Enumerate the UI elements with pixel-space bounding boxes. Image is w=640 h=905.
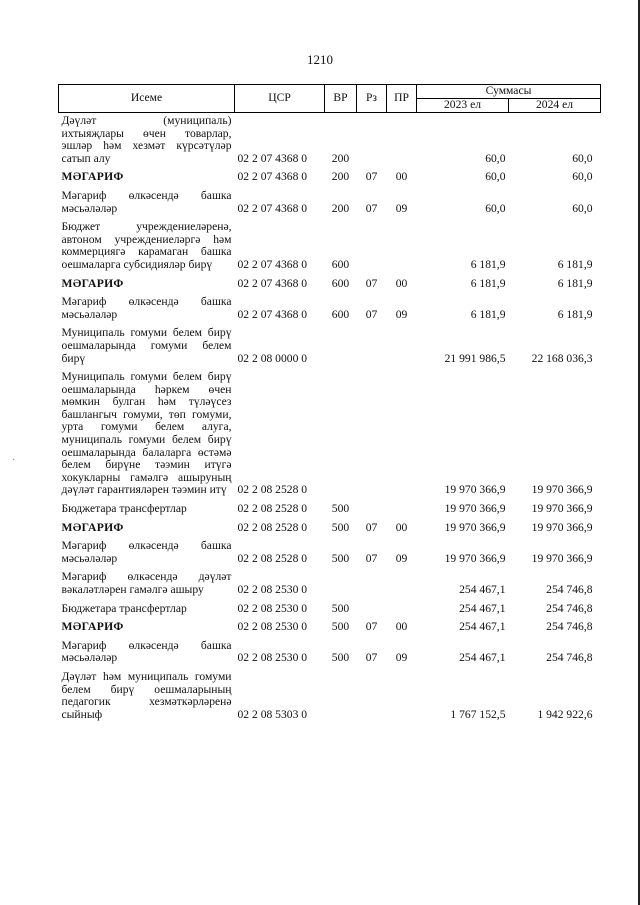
row-rz (357, 669, 387, 725)
row-rz: 07 (365, 201, 378, 215)
row-amount-2024: 60,0 (572, 170, 593, 184)
row-amount-2023: 6 181,9 (470, 276, 506, 290)
row-amount-2023: 19 970 366,9 (444, 551, 506, 565)
row-rz: 07 (365, 551, 378, 565)
row-pr (387, 669, 417, 725)
row-csr-code: 02 2 08 0000 0 (237, 351, 308, 365)
row-rz (357, 369, 387, 501)
table-row (59, 638, 601, 669)
row-amount-2024: 1 942 922,6 (537, 707, 593, 721)
table-row (59, 538, 601, 569)
row-vr: 500 (331, 601, 350, 615)
row-vr (325, 369, 357, 501)
row-amount-2024: 60,0 (572, 151, 593, 165)
row-name: Мәгариф өлкәсендә башка мәсьәләләр (61, 295, 232, 321)
row-amount-2023: 254 467,1 (459, 620, 506, 634)
row-rz (357, 113, 387, 170)
row-rz: 07 (365, 307, 378, 321)
row-pr (387, 601, 417, 620)
row-amount-2023: 21 991 986,5 (444, 351, 506, 365)
row-rz (357, 601, 387, 620)
page-number: 1210 (307, 52, 333, 67)
table-header (59, 85, 601, 113)
row-amount-2024: 254 746,8 (546, 620, 593, 634)
table-row (59, 188, 601, 219)
row-vr: 600 (331, 257, 350, 271)
row-pr (387, 501, 417, 520)
row-amount-2024: 19 970 366,9 (531, 502, 593, 516)
row-name: Дәүләт һәм муниципаль гомуми белем бирү оешмаларының педагогик хезмәткәрләренә сыйныф (61, 669, 232, 721)
row-vr (325, 325, 357, 369)
row-csr-code: 02 2 08 5303 0 (237, 707, 308, 721)
row-amount-2023: 6 181,9 (470, 307, 506, 321)
row-pr: 09 (395, 201, 408, 215)
table-row (59, 501, 601, 520)
table-body (59, 113, 601, 726)
table-row (59, 169, 601, 188)
row-amount-2023: 254 467,1 (459, 601, 506, 615)
row-csr-code: 02 2 08 2530 0 (237, 583, 308, 596)
row-name: МӘГАРИФ (61, 276, 124, 290)
row-pr: 00 (395, 276, 408, 290)
row-amount-2024: 6 181,9 (557, 276, 593, 290)
row-vr (325, 669, 357, 725)
margin-mark: · (12, 455, 16, 466)
row-csr-code: 02 2 07 4368 0 (237, 201, 308, 215)
row-name: Муниципаль гомуми белем бирү оешмаларында һәркем өчен мөмкин булган һәм түләүсез башлангыч гомуми, төп гомуми, урта гомуми белем алуга, муниципаль гомуми белем бирү оешмаларында балаларга өстәмә белем бирүне тәэмин итүгә хокукларны гамәлгә ашыруның дәүләт гарантияләрен тәэмин итү (61, 370, 232, 497)
row-name: Мәгариф өлкәсендә башка мәсьәләләр (61, 638, 232, 665)
row-rz: 07 (365, 276, 378, 290)
row-pr: 09 (395, 651, 408, 665)
row-rz: 07 (365, 520, 378, 534)
row-amount-2024: 254 746,8 (546, 583, 593, 596)
row-pr: 09 (395, 307, 408, 321)
row-amount-2023: 60,0 (485, 170, 506, 184)
row-pr: 00 (395, 170, 408, 184)
row-pr (387, 113, 417, 170)
row-rz (357, 219, 387, 275)
row-amount-2023: 60,0 (485, 151, 506, 165)
row-pr (387, 325, 417, 369)
row-amount-2024: 6 181,9 (557, 257, 593, 271)
header-pr: ПР (387, 85, 417, 113)
row-amount-2023: 6 181,9 (470, 257, 506, 271)
row-vr: 200 (331, 170, 350, 184)
row-name: МӘГАРИФ (61, 520, 124, 534)
table-row (59, 294, 601, 325)
budget-table (58, 84, 601, 725)
row-amount-2024: 19 970 366,9 (531, 520, 593, 534)
row-pr: 00 (395, 520, 408, 534)
row-rz (357, 569, 387, 600)
row-csr-code: 02 2 07 4368 0 (237, 170, 308, 184)
row-name: Муниципаль гомуми белем бирү оешмаларында гомуми белем бирү (61, 326, 232, 365)
row-amount-2024: 6 181,9 (557, 307, 593, 321)
row-csr-code: 02 2 08 2530 0 (237, 651, 308, 665)
row-name: Бюджет учреждениеләренә, автоном учреждениеләргә һәм коммерциягә карамаган башка оешмаларга субсидияләр бирү (61, 220, 232, 271)
row-name: МӘГАРИФ (61, 170, 124, 184)
row-name: Мәгариф өлкәсендә башка мәсьәләләр (61, 188, 232, 215)
header-year-2023: 2023 ел (417, 99, 509, 113)
header-csr: ЦСР (235, 85, 325, 113)
row-rz: 07 (365, 620, 378, 634)
table-row (59, 325, 601, 369)
row-amount-2023: 19 970 366,9 (444, 520, 506, 534)
row-vr: 500 (331, 651, 350, 665)
row-name: Мәгариф өлкәсендә башка мәсьәләләр (61, 539, 232, 565)
header-rz: Рз (357, 85, 387, 113)
header-year-2024: 2024 ел (509, 99, 601, 113)
table-row (59, 369, 601, 501)
row-name: Бюджетара трансфертлар (61, 502, 187, 516)
row-amount-2024: 254 746,8 (546, 601, 593, 615)
table-row (59, 113, 601, 170)
header-name: Исеме (59, 85, 235, 113)
header-sums: Суммасы (417, 85, 601, 99)
row-csr-code: 02 2 08 2528 0 (237, 483, 308, 497)
row-rz (357, 325, 387, 369)
table-row (59, 219, 601, 275)
row-csr-code: 02 2 08 2528 0 (237, 520, 308, 534)
row-pr (387, 219, 417, 275)
row-amount-2023: 1 767 152,5 (450, 707, 506, 721)
row-pr: 09 (395, 551, 408, 565)
row-csr-code: 02 2 08 2530 0 (237, 601, 308, 615)
row-amount-2024: 19 970 366,9 (531, 551, 593, 565)
row-amount-2024: 22 168 036,3 (531, 351, 593, 365)
row-pr (387, 369, 417, 501)
row-pr (387, 569, 417, 600)
row-amount-2023: 19 970 366,9 (444, 502, 506, 516)
row-amount-2023: 254 467,1 (459, 651, 506, 665)
row-amount-2023: 254 467,1 (459, 583, 506, 596)
row-amount-2024: 19 970 366,9 (531, 483, 593, 497)
table-row (59, 276, 601, 295)
row-csr-code: 02 2 07 4368 0 (237, 257, 308, 271)
table-row (59, 601, 601, 620)
row-amount-2024: 60,0 (572, 201, 593, 215)
table-row (59, 520, 601, 539)
row-csr-code: 02 2 08 2528 0 (237, 551, 308, 565)
row-vr: 500 (331, 502, 350, 516)
row-vr: 200 (331, 151, 350, 165)
row-vr: 600 (331, 307, 350, 321)
row-name: Мәгариф өлкәсендә дәүләт вәкаләтләрен гамәлгә ашыру (61, 570, 232, 596)
row-name: Бюджетара трансфертлар (61, 601, 187, 615)
row-csr-code: 02 2 07 4368 0 (237, 276, 308, 290)
row-vr: 200 (331, 201, 350, 215)
row-name: Дәүләт (муниципаль) ихтыяҗлары өчен товарлар, эшләр һәм хезмәт күрсәтүләр сатып алу (61, 114, 232, 165)
row-rz: 07 (365, 651, 378, 665)
row-csr-code: 02 2 08 2530 0 (237, 620, 308, 634)
row-vr: 500 (331, 551, 350, 565)
row-vr (325, 569, 357, 600)
row-vr: 500 (331, 520, 350, 534)
row-csr-code: 02 2 07 4368 0 (237, 307, 308, 321)
row-rz: 07 (365, 170, 378, 184)
header-vr: ВР (325, 85, 357, 113)
row-amount-2023: 60,0 (485, 201, 506, 215)
table-row (59, 569, 601, 600)
row-csr-code: 02 2 07 4368 0 (237, 151, 308, 165)
row-name: МӘГАРИФ (61, 620, 124, 634)
row-rz (357, 501, 387, 520)
row-amount-2024: 254 746,8 (546, 651, 593, 665)
table-row (59, 669, 601, 725)
row-amount-2023: 19 970 366,9 (444, 483, 506, 497)
row-csr-code: 02 2 08 2528 0 (237, 502, 308, 516)
row-vr: 600 (331, 276, 350, 290)
table-row (59, 619, 601, 638)
row-pr: 00 (395, 620, 408, 634)
row-vr: 500 (331, 620, 350, 634)
